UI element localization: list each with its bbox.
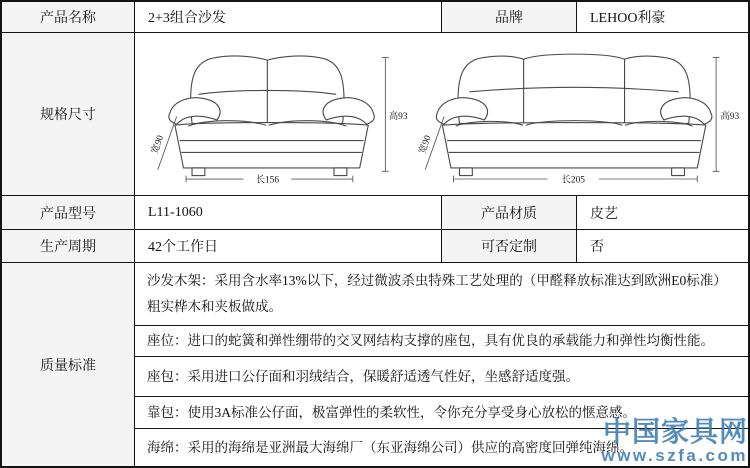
- watermark-site-url: www.szfa.com: [601, 446, 748, 466]
- product-name-value: 2+3组合沙发: [135, 2, 442, 33]
- loveseat-width-label: 宽90: [150, 134, 167, 156]
- sofa3-height-label: 高93: [720, 112, 740, 123]
- loveseat-length-label: 长156: [255, 175, 280, 185]
- spec-size-label: 规格尺寸: [2, 33, 135, 196]
- quality-standard-label: 质量标准: [2, 263, 135, 466]
- material-value: 皮艺: [577, 196, 748, 230]
- loveseat-height-label: 高93: [389, 112, 408, 123]
- quality-item-sponge: 海绵：采用的海绵是亚洲最大海绵厂（东亚海绵公司）供应的高密度回弹纯海绵。: [147, 439, 633, 455]
- model-label: 产品型号: [2, 196, 135, 230]
- quality-standard-list: [135, 263, 748, 466]
- quality-item-back-cushion: 靠包：使用3A标准公仔面，极富弹性的柔软性，令你充分享受身心放松的惬意感。: [135, 397, 748, 429]
- sofa3-width-label: 宽90: [418, 134, 434, 156]
- quality-item-seat-cushion: 座包：采用进口公仔面和羽绒结合，保暖舒适透气性好，坐感舒适度强。: [135, 357, 748, 397]
- brand-label: 品牌: [442, 2, 577, 33]
- production-cycle-label: 生产周期: [2, 230, 135, 263]
- loveseat-diagram: [139, 43, 411, 185]
- model-value: L11-1060: [135, 196, 442, 230]
- production-cycle-value: 42个工作日: [135, 230, 442, 263]
- three-seat-sofa-diagram: [415, 43, 743, 185]
- quality-item-wood-frame: 沙发木架：采用含水率13%以下，经过微波杀虫特殊工艺处理的（甲醛释放标准达到欧洲E0标准）粗实桦木和夹板做成。: [135, 263, 748, 326]
- sofa3-length-label: 长205: [561, 175, 586, 185]
- customizable-label: 可否定制: [442, 230, 577, 263]
- material-label: 产品材质: [442, 196, 577, 230]
- brand-value: LEHOO利豪: [577, 2, 748, 33]
- customizable-value: 否: [577, 230, 748, 263]
- watermark-site-name: 中国家具网: [602, 415, 748, 447]
- spec-size-diagrams: [135, 33, 748, 196]
- product-name-label: 产品名称: [2, 2, 135, 33]
- quality-item-seat-structure: 座位：进口的蛇簧和弹性绷带的交叉网结构支撑的座包，具有优良的承载能力和弹性均衡性能。: [135, 326, 748, 357]
